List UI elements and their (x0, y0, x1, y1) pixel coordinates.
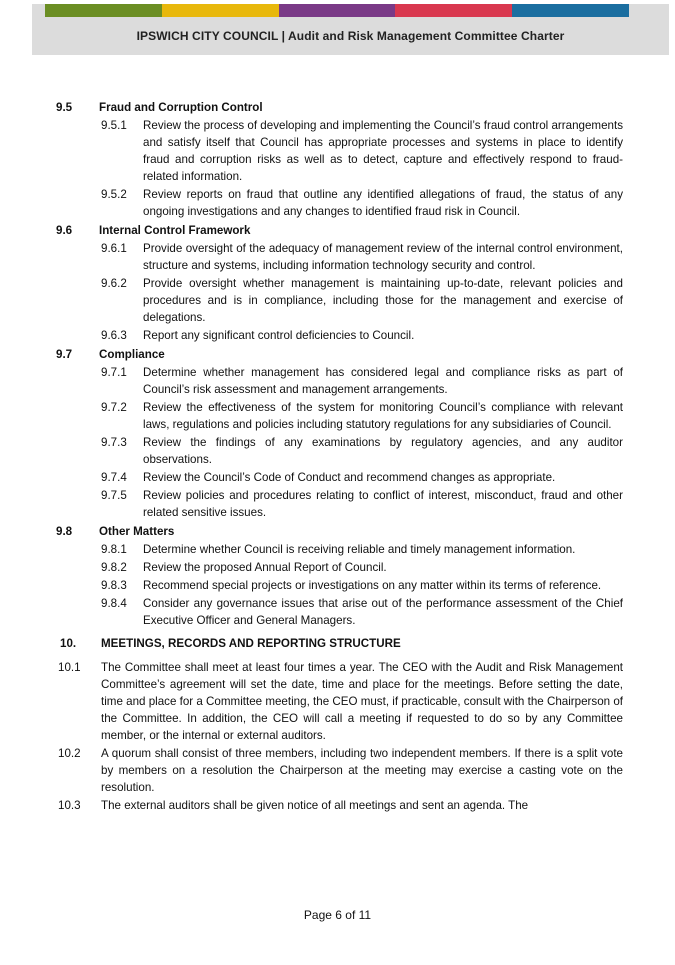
paragraph (58, 797, 623, 814)
stripe-green (45, 4, 162, 17)
header-title: IPSWICH CITY COUNCIL | Audit and Risk Management Committee Charter (136, 29, 565, 43)
clause-number: 9.6.3 (101, 329, 127, 342)
clause (101, 117, 623, 185)
clause (101, 327, 623, 344)
main-section-heading (0, 635, 675, 653)
paragraph-text: The Committee shall meet at least four times a year. The CEO with the Audit and Risk Management Committee’s agreement will set the date, time and place for the meetings. Before setting the date, time and place for a Committee meeting, the CEO must, if practicable, consult with the Chairperson of the Committee. In addition, the CEO will call a meeting if requested to do so by any Committee member, or the internal or external auditors. (101, 661, 623, 742)
section-heading (0, 346, 675, 364)
clause-text: Report any significant control deficiencies to Council. (143, 329, 415, 342)
clause (101, 469, 623, 486)
paragraph (58, 659, 623, 744)
paragraph-text: The external auditors shall be given notice of all meetings and sent an agenda. The (101, 799, 529, 812)
clause (101, 595, 623, 629)
section-number: 9.7 (56, 348, 73, 361)
page-number: Page 6 of 11 (303, 908, 372, 922)
paragraph-number: 10.3 (58, 799, 81, 812)
clause-text: Provide oversight of the adequacy of management review of the internal control environment, structure and systems, including information technology security and control. (143, 242, 623, 272)
clause-number: 9.5.1 (101, 119, 127, 132)
clause-text: Review the proposed Annual Report of Council. (143, 561, 387, 574)
paragraph-text: A quorum shall consist of three members, including two independent members. If there is a split vote by members on a resolution the Chairperson at the meeting may exercise a casting vote on the resolution. (101, 747, 623, 794)
section-number: 9.5 (56, 101, 73, 114)
clause-number: 9.8.2 (101, 561, 127, 574)
clause-number: 9.7.3 (101, 436, 127, 449)
clause (101, 487, 623, 521)
section-heading (0, 99, 675, 117)
clause (101, 364, 623, 398)
clause-text: Review the process of developing and implementing the Council’s fraud control arrangements and satisfy itself that Council has appropriate processes and systems in place to identify fraud and corruption risks as well as to detect, capture and effectively respond to fraud-related information. (143, 119, 623, 183)
stripe-red (395, 4, 512, 17)
section-number: 9.6 (56, 224, 73, 237)
clause (101, 559, 623, 576)
clause-text: Recommend special projects or investigations on any matter within its terms of reference. (143, 579, 602, 592)
section-heading (0, 523, 675, 541)
clause-text: Review reports on fraud that outline any identified allegations of fraud, the status of any ongoing investigations and any changes to identified fraud risk in Council. (143, 188, 623, 218)
clause-text: Determine whether Council is receiving reliable and timely management information. (143, 543, 576, 556)
clause-number: 9.5.2 (101, 188, 127, 201)
clause-number: 9.8.1 (101, 543, 127, 556)
clause-number: 9.6.2 (101, 277, 127, 290)
clause-text: Review the effectiveness of the system for monitoring Council’s compliance with relevant laws, regulations and policies including statutory regulations for any subsidiaries of Council. (143, 401, 623, 431)
clause-text: Determine whether management has considered legal and compliance risks as part of Council’s risk assessment and management arrangements. (143, 366, 623, 396)
clause-text: Review the Council’s Code of Conduct and recommend changes as appropriate. (143, 471, 556, 484)
clause-number: 9.7.4 (101, 471, 127, 484)
clause (101, 399, 623, 433)
main-section-number: 10. (60, 637, 77, 650)
clause-number: 9.7.5 (101, 489, 127, 502)
paragraph-number: 10.1 (58, 661, 81, 674)
clause (101, 240, 623, 274)
section-title: Compliance (99, 348, 165, 361)
clause-number: 9.7.1 (101, 366, 127, 379)
stripe-blue (512, 4, 629, 17)
main-section-title: MEETINGS, RECORDS AND REPORTING STRUCTURE (101, 637, 401, 650)
clause (101, 541, 623, 558)
clause-number: 9.8.3 (101, 579, 127, 592)
header-color-strip (45, 4, 629, 17)
clause-number: 9.8.4 (101, 597, 127, 610)
section-title: Fraud and Corruption Control (99, 101, 263, 114)
clause-text: Review the findings of any examinations by regulatory agencies, and any auditor observations. (143, 436, 623, 466)
section-number: 9.8 (56, 525, 73, 538)
clause-number: 9.6.1 (101, 242, 127, 255)
clause (101, 186, 623, 220)
stripe-yellow (162, 4, 279, 17)
clause (101, 275, 623, 326)
clause-text: Review policies and procedures relating to conflict of interest, misconduct, fraud and other related sensitive issues. (143, 489, 623, 519)
clause (101, 434, 623, 468)
section-title: Other Matters (99, 525, 175, 538)
document-body (0, 97, 675, 815)
clause-text: Provide oversight whether management is maintaining up-to-date, relevant policies and procedures and is in compliance, including those for the management and exercise of delegations. (143, 277, 623, 324)
paragraph (58, 745, 623, 796)
clause-text: Consider any governance issues that arise out of the performance assessment of the Chief Executive Officer and General Managers. (143, 597, 623, 627)
stripe-purple (279, 4, 396, 17)
clause (101, 577, 623, 594)
section-heading (0, 222, 675, 240)
paragraph-number: 10.2 (58, 747, 81, 760)
section-title: Internal Control Framework (99, 224, 251, 237)
clause-number: 9.7.2 (101, 401, 127, 414)
